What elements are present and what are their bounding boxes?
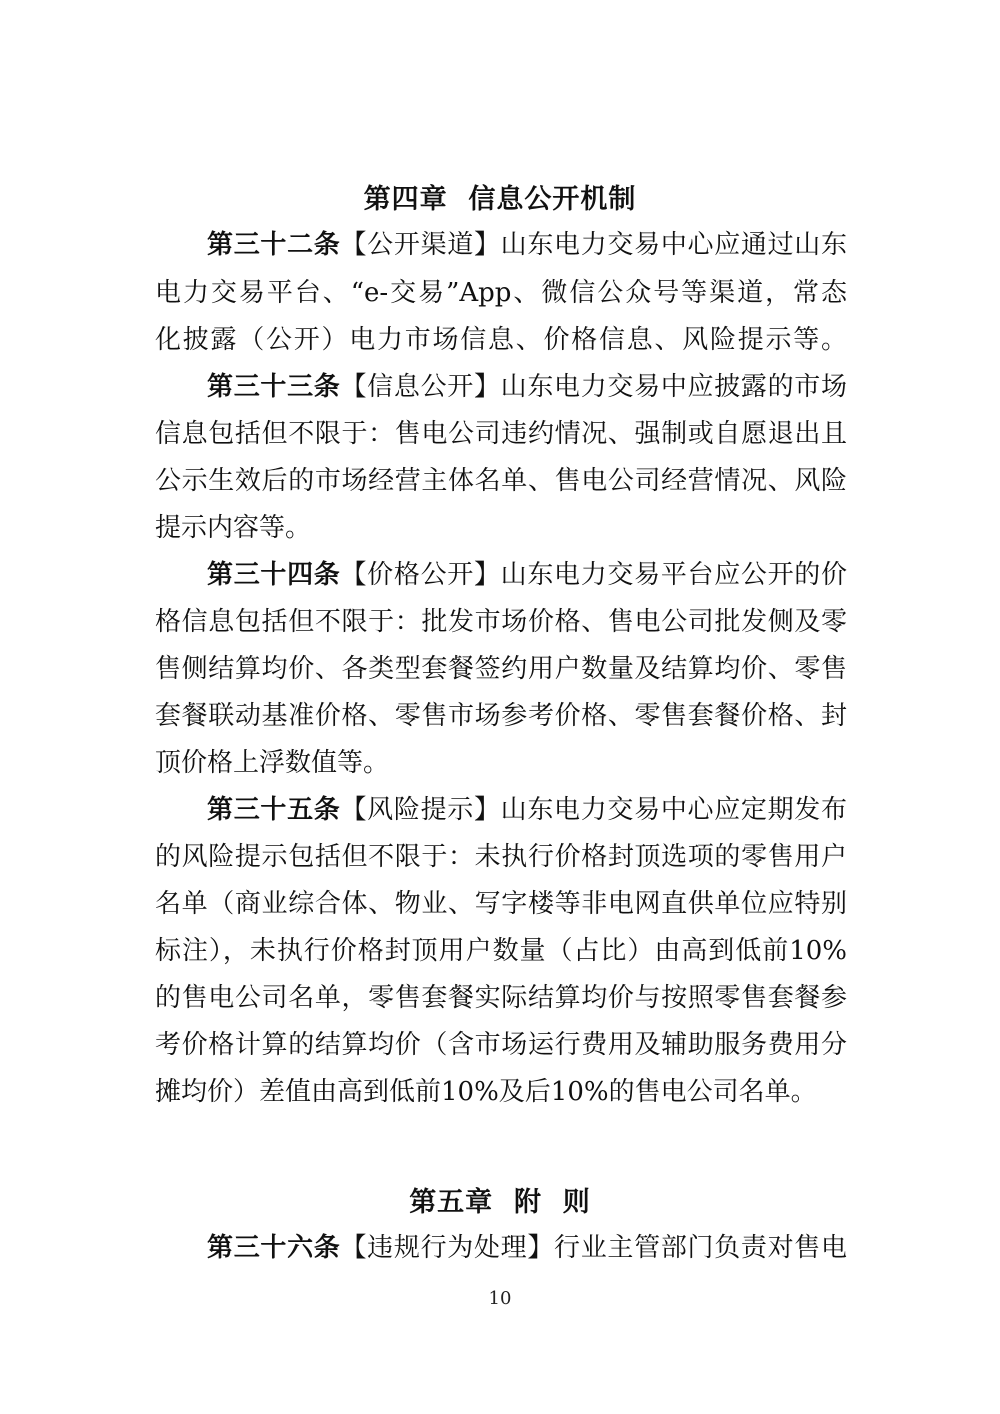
article-34-line-4: 套餐联动基准价格、零售市场参考价格、零售套餐价格、封 (155, 701, 847, 731)
article-33-line-4: 提示内容等。 (155, 513, 312, 543)
article-35-line-7: 摊均价）差值由高到低前10%及后10%的售电公司名单。 (155, 1077, 817, 1107)
article-34-line-1 (207, 559, 847, 591)
chapter-4-title: 第四章 信息公开机制 (363, 184, 637, 215)
page-number: 10 (488, 1288, 512, 1309)
article-35-heading: 第三十五条 (207, 795, 341, 825)
article-32-heading: 第三十二条 (207, 230, 341, 260)
article-36-heading: 第三十六条 (207, 1233, 341, 1263)
article-33-heading: 第三十三条 (207, 372, 341, 402)
article-33-line-1 (207, 371, 847, 403)
article-33-line-3: 公示生效后的市场经营主体名单、售电公司经营情况、风险 (155, 466, 847, 496)
article-35-line-3: 名单（商业综合体、物业、写字楼等非电网直供单位应特别 (155, 889, 847, 919)
article-35-line-1 (207, 794, 847, 826)
article-32-line-1 (207, 229, 847, 261)
article-33-text-1: 【信息公开】山东电力交易中应披露的市场 (340, 372, 847, 402)
article-34-text-1: 【价格公开】山东电力交易平台应公开的价 (340, 560, 847, 590)
article-35-text-1: 【风险提示】山东电力交易中心应定期发布 (340, 795, 847, 825)
article-33-line-2: 信息包括但不限于：售电公司违约情况、强制或自愿退出且 (155, 419, 847, 449)
article-35-line-5: 的售电公司名单，零售套餐实际结算均价与按照零售套餐参 (155, 983, 847, 1013)
article-36-line-1 (207, 1232, 847, 1264)
chapter-5-title: 第五章 附 则 (409, 1187, 591, 1218)
article-35-line-6: 考价格计算的结算均价（含市场运行费用及辅助服务费用分 (155, 1030, 847, 1060)
article-34-heading: 第三十四条 (207, 560, 341, 590)
article-35-line-2: 的风险提示包括但不限于：未执行价格封顶选项的零售用户 (155, 842, 847, 872)
article-34-line-3: 售侧结算均价、各类型套餐签约用户数量及结算均价、零售 (155, 654, 847, 684)
article-35-line-4: 标注），未执行价格封顶用户数量（占比）由高到低前10% (155, 936, 847, 966)
article-32-line-2: 电力交易平台、“e-交易”App、微信公众号等渠道，常态 (155, 278, 847, 308)
article-36-text-1: 【违规行为处理】行业主管部门负责对售电 (340, 1233, 847, 1263)
article-32-line-3: 化披露（公开）电力市场信息、价格信息、风险提示等。 (155, 325, 847, 355)
article-34-line-5: 顶价格上浮数值等。 (155, 748, 390, 778)
article-32-text-1: 【公开渠道】山东电力交易中心应通过山东 (340, 230, 847, 260)
article-34-line-2: 格信息包括但不限于：批发市场价格、售电公司批发侧及零 (155, 607, 847, 637)
